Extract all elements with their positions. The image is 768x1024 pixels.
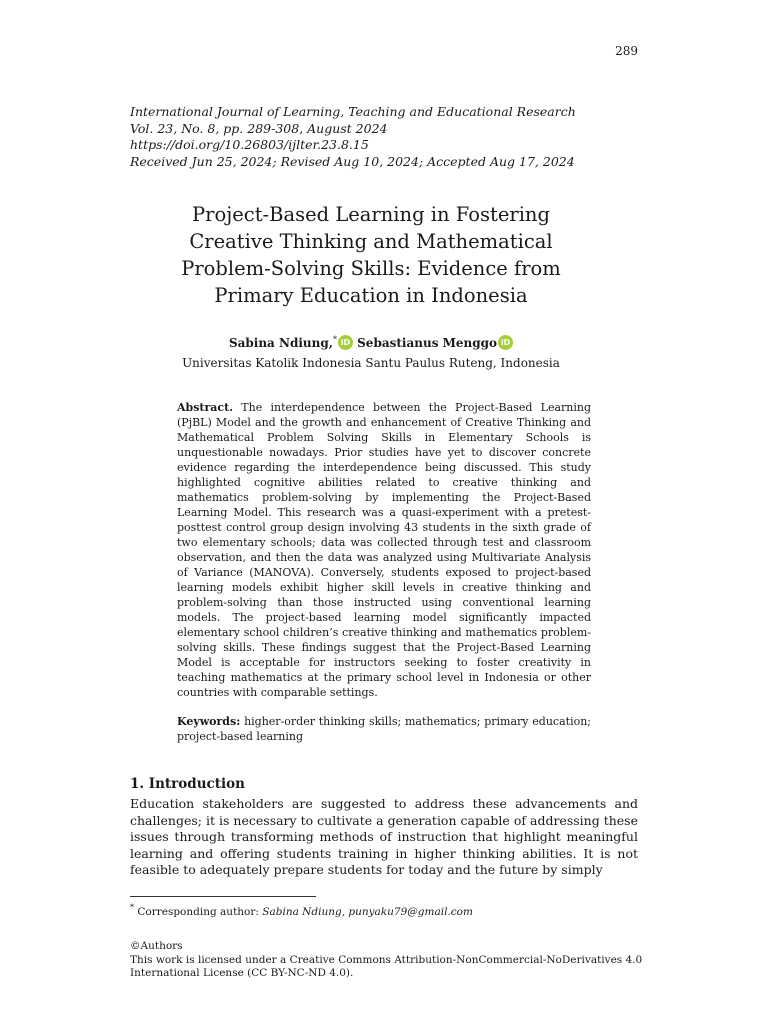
author-names — [130, 330, 612, 353]
keywords-text: higher-order thinking skills; mathematics; primary education; project-based learning — [177, 715, 591, 743]
keywords-paragraph — [177, 714, 591, 744]
copyright-line: ©Authors — [130, 940, 183, 952]
affiliation: Universitas Katolik Indonesia Santu Paulus Ruteng, Indonesia — [182, 356, 560, 370]
license-block — [130, 940, 650, 981]
page-number: 289 — [615, 44, 638, 58]
keywords-label: Keywords: — [177, 715, 241, 728]
footnote — [130, 903, 473, 918]
journal-header — [130, 104, 650, 170]
footnote-label: Corresponding author: — [137, 906, 259, 918]
title-line: Project-Based Learning in Fostering — [192, 203, 550, 226]
title-line: Creative Thinking and Mathematical — [189, 230, 553, 253]
author-name-1: Sabina Ndiung, — [228, 336, 333, 350]
license-line-2: International License (CC BY-NC-ND 4.0). — [130, 967, 354, 979]
abstract-block — [177, 400, 591, 744]
author-block — [130, 330, 612, 373]
section-heading-introduction: 1. Introduction — [130, 776, 245, 792]
title-line: Primary Education in Indonesia — [214, 284, 528, 307]
introduction-paragraph: Education stakeholders are suggested to address these advancements and challenges; it is necessary to cultivate a generation capable of addressing these issues through transforming methods of instruction that highlight meaningful learning and offering students training in higher thinking abilities. It is not feasible to adequately prepare students for today and the future by simply — [130, 796, 638, 877]
paper-title — [130, 201, 612, 309]
abstract-label: Abstract. — [177, 401, 234, 414]
journal-doi[interactable]: https://doi.org/10.26803/ijlter.23.8.15 — [130, 137, 369, 152]
orcid-icon[interactable]: iD — [338, 335, 353, 350]
footnote-mark: * — [130, 903, 134, 912]
journal-volume: Vol. 23, No. 8, pp. 289-308, August 2024 — [130, 120, 388, 136]
journal-dates: Received Jun 25, 2024; Revised Aug 10, 2024; Accepted Aug 17, 2024 — [130, 153, 575, 169]
abstract-text: The interdependence between the Project-Based Learning (PjBL) Model and the growth and enhancement of Creative Thinking and Mathematical Problem Solving Skills in Elementary Schools is unquestionable nowadays. Prior studies have yet to discover concrete evidence regarding the interdependence being discussed. This study highlighted cognitive abilities related to creative thinking and mathematics problem-solving by implementing the Project-Based Learning Model. This research was a quasi-experiment with a pretest-posttest control group design involving 43 students in the sixth grade of two elementary schools; data was collected through test and classroom observation, and then the data was analyzed using Multivariate Analysis of Variance (MANOVA). Conversely, students exposed to project-based learning models exhibit higher skill levels in creative thinking and problem-solving than those instructed using conventional learning models. The project-based learning model significantly impacted elementary school children’s creative thinking and mathematics problem-solving skills. These findings suggest that the Project-Based Learning Model is acceptable for instructors seeking to foster creativity in teaching mathematics at the primary school level in Indonesia or other countries with comparable settings. — [177, 401, 592, 699]
footnote-divider — [130, 896, 316, 897]
title-line: Problem-Solving Skills: Evidence from — [181, 257, 561, 280]
author-name-2: Sebastianus Menggo — [357, 336, 498, 350]
license-line-1[interactable]: This work is licensed under a Creative Commons Attribution-NonCommercial-NoDerivatives 4.0 — [130, 953, 643, 966]
orcid-icon[interactable]: iD — [498, 335, 513, 350]
footnote-text[interactable]: Sabina Ndiung, punyaku79@gmail.com — [262, 906, 473, 918]
abstract-paragraph — [177, 400, 591, 700]
corresponding-mark: * — [332, 335, 337, 344]
journal-name: International Journal of Learning, Teaching and Educational Research — [130, 104, 576, 119]
